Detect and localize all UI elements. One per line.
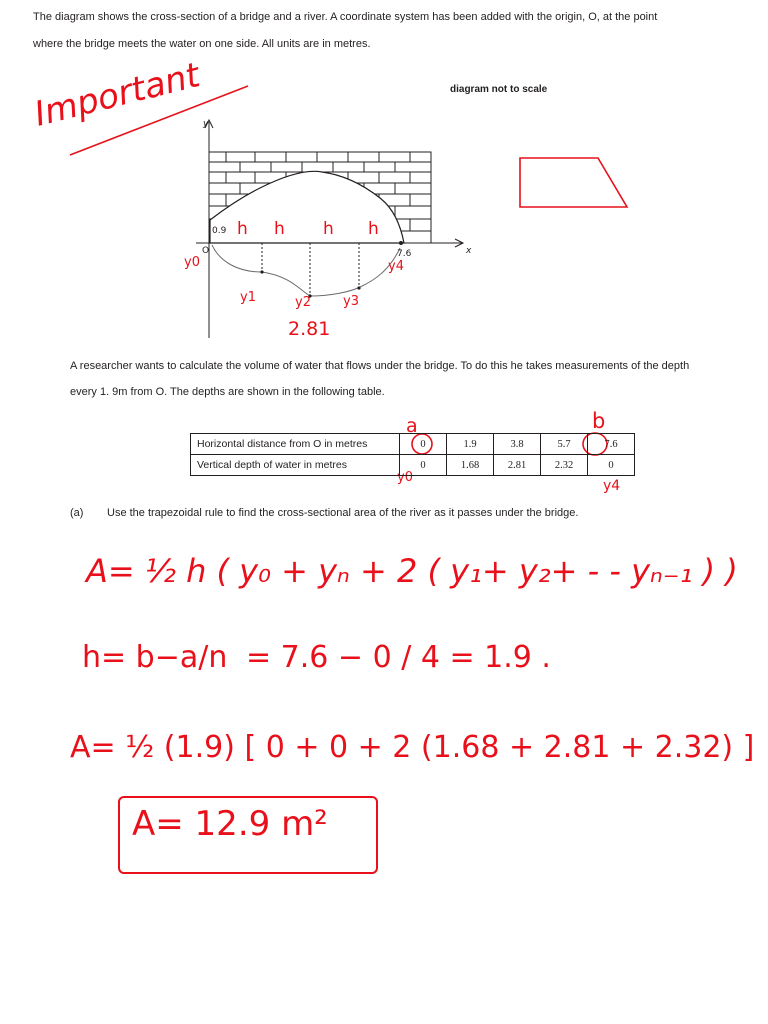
final-answer: A= 12.9 m² [132, 804, 328, 844]
depth-table [190, 433, 635, 476]
table-cell: 3.8 [494, 434, 541, 455]
left-height-label: 0.9 [212, 226, 227, 236]
river-bed [212, 245, 400, 296]
intro-line-2: where the bridge meets the water on one side. All units are in metres. [33, 38, 371, 50]
intro-line-1: The diagram shows the cross-section of a bridge and a river. A coordinate system has been added with the origin, O, at the point [33, 11, 658, 23]
a-mark: a [406, 415, 418, 437]
h-mark-2: h [274, 219, 285, 239]
researcher-line-2: every 1. 9m from O. The depths are shown in the following table. [70, 386, 385, 398]
right-x-label: 7.6 [397, 249, 412, 259]
trapezoid-sketch [520, 158, 627, 207]
table-cell: 2.81 [494, 455, 541, 476]
axis-y-label: y [203, 119, 209, 129]
y0-table-mark: y0 [397, 470, 413, 485]
question-text: Use the trapezoidal rule to find the cross-sectional area of the river as it passes under the bridge. [107, 507, 579, 519]
h-calculation: = 7.6 − 0 / 4 = 1.9 . [246, 640, 551, 675]
table-cell: 2.32 [541, 455, 588, 476]
axis-x-label: x [466, 246, 472, 256]
row-label-distance: Horizontal distance from O in metres [191, 434, 400, 455]
table-cell: 0 [588, 455, 635, 476]
b-mark: b [592, 409, 606, 433]
y4-mark: y4 [388, 259, 404, 274]
important-note: Important [30, 55, 204, 135]
table-cell: 5.7 [541, 434, 588, 455]
h-definition: h= b−a/n [82, 640, 228, 675]
y0-mark: y0 [184, 255, 200, 270]
table-cell: 0 [400, 434, 447, 455]
row-label-depth: Vertical depth of water in metres [191, 455, 400, 476]
h-mark-4: h [368, 219, 379, 239]
h-mark-3: h [323, 219, 334, 239]
table-cell: 0 [400, 455, 447, 476]
h-mark-1: h [237, 219, 248, 239]
table-row [191, 434, 635, 455]
question-label: (a) [70, 507, 84, 519]
trapezoid-formula: A= ½ h ( y₀ + yₙ + 2 ( y₁+ y₂+ - - yₙ₋₁ ) ) [86, 552, 738, 590]
table-row [191, 455, 635, 476]
y1-mark: y1 [240, 290, 256, 305]
diagram-note: diagram not to scale [450, 84, 548, 95]
origin-label: O [202, 246, 210, 256]
table-cell: 7.6 [588, 434, 635, 455]
y4-table-mark: y4 [603, 478, 621, 494]
depth-281-note: 2.81 [288, 318, 331, 340]
table-cell: 1.68 [447, 455, 494, 476]
y3-mark: y3 [343, 294, 359, 309]
researcher-line-1: A researcher wants to calculate the volume of water that flows under the bridge. To do this he takes measurements of the depth [70, 360, 690, 372]
area-calculation: A= ½ (1.9) [ 0 + 0 + 2 (1.68 + 2.81 + 2.32) ] [70, 730, 755, 765]
table-cell: 1.9 [447, 434, 494, 455]
y2-mark: y2 [295, 295, 311, 310]
